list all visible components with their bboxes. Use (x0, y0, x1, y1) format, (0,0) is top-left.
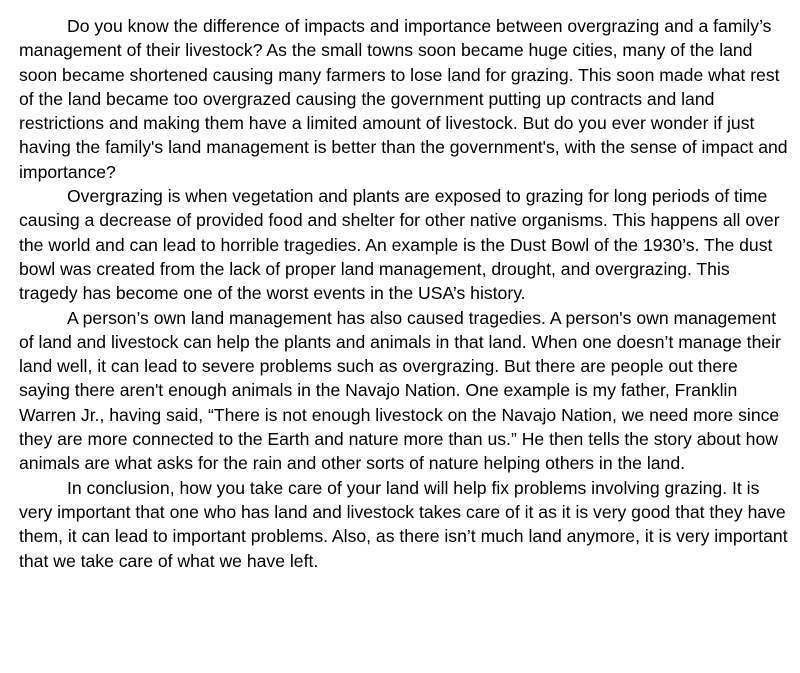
paragraph-introduction: Do you know the difference of impacts and importance between overgrazing and a family’s management of their livestock? As the small towns soon became huge cities, many of the land soon became shortened causing many farmers to lose land for grazing. This soon made what rest of the land became too overgrazed causing the government putting up contracts and land restrictions and making them have a limited amount of livestock. But do you ever wonder if just having the family's land management is better than the government's, with the sense of impact and importance? (19, 16, 788, 182)
paragraph-overgrazing: Overgrazing is when vegetation and plants are exposed to grazing for long periods of time causing a decrease of provided food and shelter for other native organisms. This happens all over the world and can lead to horrible tragedies. An example is the Dust Bowl of the 1930’s. The dust bowl was created from the lack of proper land management, drought, and overgrazing. This tragedy has become one of the worst events in the USA’s history. (19, 186, 780, 304)
paragraph-conclusion: In conclusion, how you take care of your land will help fix problems involving grazing. It is very important that one who has land and livestock takes care of it as it is very good that they have them, it can lead to important problems. Also, as there isn’t much land anymore, it is very important that we take care of what we have left. (19, 477, 788, 571)
paragraph-land-management: A person’s own land management has also caused tragedies. A person's own management of land and livestock can help the plants and animals in that land. When one doesn’t manage their land well, it can lead to severe problems such as overgrazing. But there are people out there saying there aren't enough animals in the Navajo Nation. One example is my father, Franklin Warren Jr., having said, “There is not enough livestock on the Navajo Nation, we need more since they are more connected to the Earth and nature more than us.” He then tells the story about how animals are what asks for the rain and other sorts of nature helping others in the land. (19, 307, 781, 474)
